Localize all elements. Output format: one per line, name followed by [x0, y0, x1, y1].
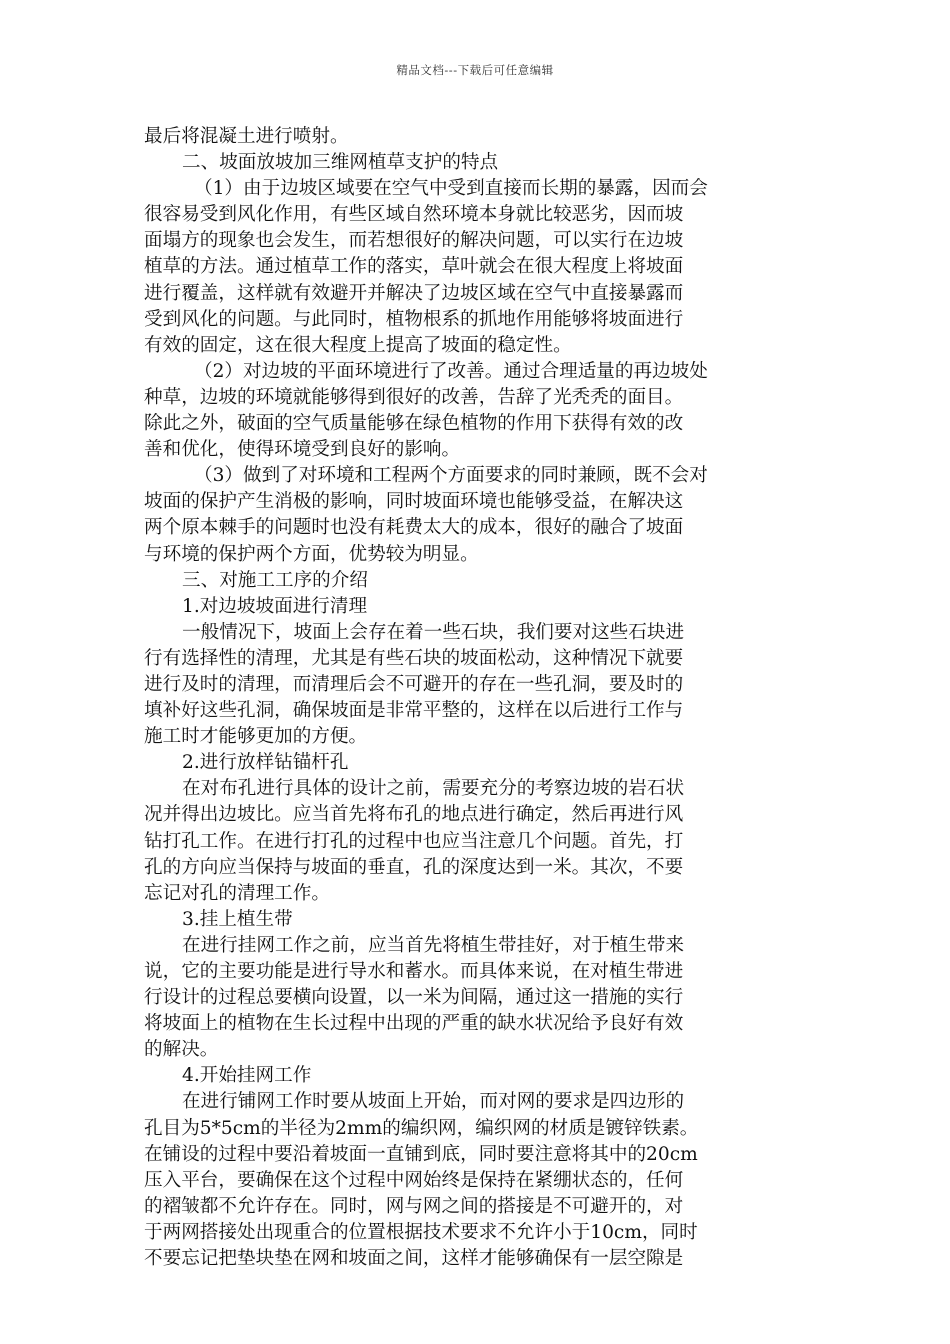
text-line: 与环境的保护两个方面，优势较为明显。 [144, 543, 479, 565]
text-line: （2）对边坡的平面环境进行了改善。通过合理适量的再边坡处 [194, 360, 708, 382]
text-line: 很容易受到风化作用，有些区域自然环境本身就比较恶劣，因而坡 [144, 204, 684, 226]
text-line: 在进行铺网工作时要从坡面上开始，而对网的要求是四边形的 [182, 1091, 685, 1113]
text-line: 有效的固定，这在很大程度上提高了坡面的稳定性。 [144, 334, 572, 356]
text-line: 的褶皱都不允许存在。同时，网与网之间的搭接是不可避开的，对 [144, 1195, 684, 1217]
text-line: 忘记对孔的清理工作。 [144, 882, 330, 904]
document-body [144, 124, 804, 1272]
text-line: 在进行挂网工作之前，应当首先将植生带挂好，对于植生带来 [182, 934, 685, 956]
text-line: 3.挂上植生带 [182, 908, 293, 930]
text-line: 坡面的保护产生消极的影响，同时坡面环境也能够受益，在解决这 [144, 491, 684, 513]
text-line: 善和优化，使得环境受到良好的影响。 [144, 439, 461, 461]
text-line: 压入平台，要确保在这个过程中网始终是保持在紧绷状态的，任何 [144, 1169, 684, 1191]
text-line: （3）做到了对环境和工程两个方面要求的同时兼顾，既不会对 [194, 465, 708, 487]
text-line: 将坡面上的植物在生长过程中出现的严重的缺水状况给予良好有效 [144, 1013, 684, 1035]
text-line: 填补好这些孔洞，确保坡面是非常平整的，这样在以后进行工作与 [144, 700, 684, 722]
text-line: 在对布孔进行具体的设计之前，需要充分的考察边坡的岩石状 [182, 778, 685, 800]
text-line: 种草，边坡的环境就能够得到很好的改善，告辞了光秃秃的面目。 [144, 386, 684, 408]
text-line: 不要忘记把垫块垫在网和坡面之间，这样才能够确保有一层空隙是 [144, 1248, 684, 1270]
text-line: 行设计的过程总要横向设置，以一米为间隔，通过这一措施的实行 [144, 987, 684, 1009]
text-line: 2.进行放样钻锚杆孔 [182, 752, 349, 774]
text-line: 孔的方向应当保持与坡面的垂直，孔的深度达到一米。其次，不要 [144, 856, 684, 878]
text-line: 孔目为5*5cm的半径为2mm的编织网，编织网的材质是镀锌铁素。 [144, 1117, 699, 1139]
text-line: 进行覆盖，这样就有效避开并解决了边坡区域在空气中直接暴露而 [144, 282, 684, 304]
text-line: （1）由于边坡区域要在空气中受到直接而长期的暴露，因而会 [194, 178, 708, 200]
text-line: 最后将混凝土进行喷射。 [144, 126, 349, 147]
text-line: 4.开始挂网工作 [182, 1065, 312, 1087]
text-line: 钻打孔工作。在进行打孔的过程中也应当注意几个问题。首先，打 [144, 830, 684, 852]
page-header: 精品文档---下载后可任意编辑 [396, 63, 554, 77]
text-line: 施工时才能够更加的方便。 [144, 726, 368, 748]
text-line: 况并得出边坡比。应当首先将布孔的地点进行确定，然后再进行风 [144, 804, 684, 826]
text-line: 1.对边坡坡面进行清理 [182, 595, 368, 617]
text-line: 三、对施工工序的介绍 [182, 569, 368, 591]
text-line: 于两网搭接处出现重合的位置根据技术要求不允许小于10cm，同时 [144, 1221, 698, 1243]
text-line: 除此之外，破面的空气质量能够在绿色植物的作用下获得有效的改 [144, 413, 684, 435]
text-line: 植草的方法。通过植草工作的落实，草叶就会在很大程度上将坡面 [144, 256, 684, 278]
text-line: 说，它的主要功能是进行导水和蓄水。而具体来说，在对植生带进 [144, 961, 684, 982]
text-line: 二、坡面放坡加三维网植草支护的特点 [182, 152, 499, 174]
text-line: 行有选择性的清理，尤其是有些石块的坡面松动，这种情况下就要 [144, 647, 684, 669]
text-line: 进行及时的清理，而清理后会不可避开的存在一些孔洞，要及时的 [144, 673, 684, 695]
text-line: 在铺设的过程中要沿着坡面一直铺到底，同时要注意将其中的20cm [144, 1143, 698, 1165]
text-line: 面塌方的现象也会发生，而若想很好的解决问题，可以实行在边坡 [144, 230, 684, 252]
text-line: 受到风化的问题。与此同时，植物根系的抓地作用能够将坡面进行 [144, 308, 684, 330]
text-line: 两个原本棘手的问题时也没有耗费太大的成本，很好的融合了坡面 [144, 517, 684, 539]
text-line: 的解决。 [144, 1039, 219, 1061]
text-line: 一般情况下，坡面上会存在着一些石块，我们要对这些石块进 [182, 621, 685, 643]
